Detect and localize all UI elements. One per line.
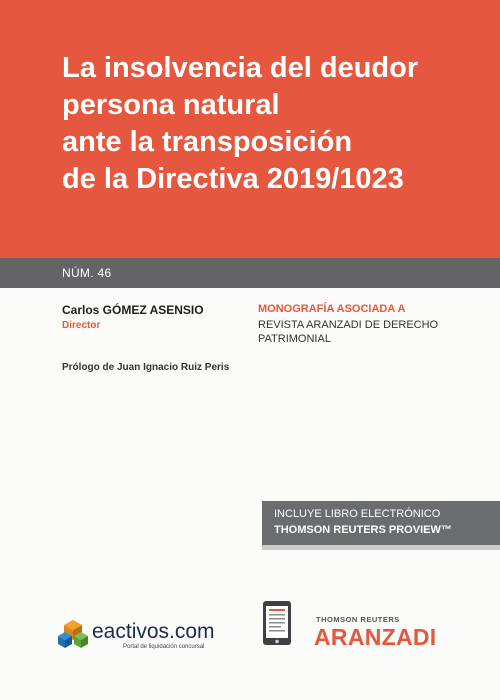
title-line: ante la transposición — [62, 126, 353, 158]
ebook-banner-shadow — [262, 545, 500, 550]
eactivos-tagline: Portal de liquidación concursal — [123, 644, 205, 650]
monograph-heading: MONOGRAFÍA ASOCIADA A — [258, 303, 406, 315]
tablet-book-icon — [262, 600, 292, 646]
eactivos-cubes-icon — [57, 618, 89, 650]
ebook-line-2: THOMSON REUTERS PROVIEW™ — [274, 524, 452, 536]
ebook-line-1: INCLUYE LIBRO ELECTRÓNICO — [274, 508, 441, 520]
title-line: persona natural — [62, 89, 280, 121]
publisher-parent: THOMSON REUTERS — [316, 615, 400, 624]
book-title — [62, 50, 482, 198]
eactivos-wordmark: eactivos.com — [92, 620, 215, 643]
monograph-line: REVISTA ARANZADI DE DERECHO — [258, 319, 439, 331]
title-line: La insolvencia del deudor — [62, 52, 419, 84]
monograph-journal — [258, 318, 488, 346]
issue-number: NÚM. 46 — [62, 266, 112, 280]
publisher-logo: ARANZADI — [314, 624, 437, 650]
author-name: Carlos GÓMEZ ASENSIO — [62, 303, 204, 317]
prologue-credit: Prólogo de Juan Ignacio Ruiz Peris — [62, 362, 230, 373]
author-role: Director — [62, 320, 101, 331]
title-line: de la Directiva 2019/1023 — [62, 163, 404, 195]
monograph-line: PATRIMONIAL — [258, 333, 331, 345]
